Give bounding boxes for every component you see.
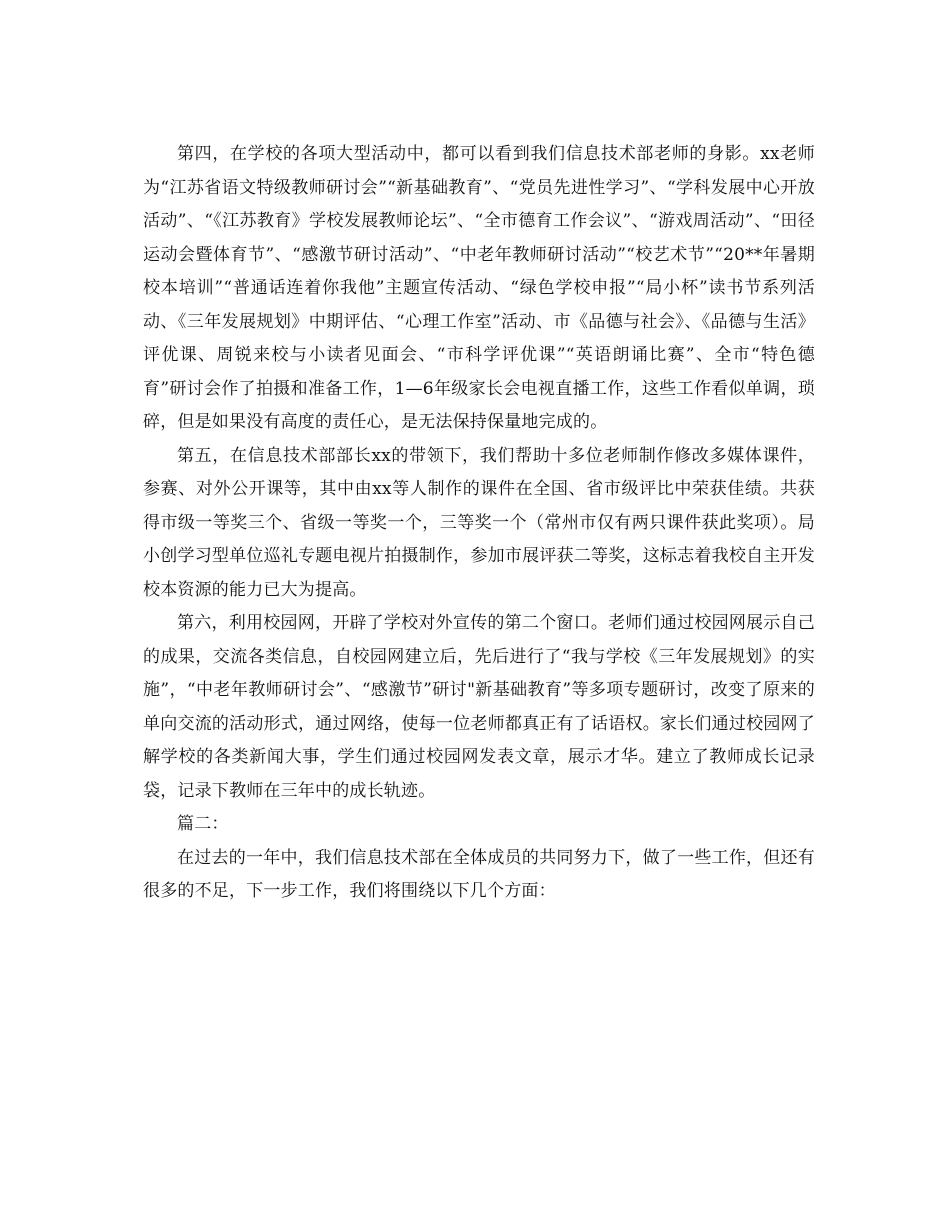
paragraph-fifth: 第五，在信息技术部部长xx的带领下，我们帮助十多位老师制作修改多媒体课件，参赛、对外公开课等，其中由xx等人制作的课件在全国、省市级评比中荣获佳绩。共获得市级一等奖三个、省级一等奖一个，三等奖一个（常州市仅有两只课件获此奖项）。局小创学习型单位巡礼专题电视片拍摄制作，参加市展评获二等奖，这标志着我校自主开发校本资源的能力已大为提高。 [143, 445, 815, 600]
document-body [143, 138, 815, 909]
paragraph-fourth: 第四，在学校的各项大型活动中，都可以看到我们信息技术部老师的身影。xx老师为“江苏省语文特级教师研讨会”“新基础教育”、“党员先进性学习”、“学科发展中心开放活动”、“《江苏教育》学校发展教师论坛”、“全市德育工作会议”、“游戏周活动”、“田径运动会暨体育节”、“感激节研讨活动”、“中老年教师研讨活动”“校艺术节”“20**年暑期校本培训”“普通话连着你我他”主题宣传活动、“绿色学校申报”“局小杯”读书节系列活动、《三年发展规划》中期评估、“心理工作室”活动、市《品德与社会》、《品德与生活》评优课、周锐来校与小读者见面会、“市科学评优课”“英语朗诵比赛”、全市“特色德育”研讨会作了拍摄和准备工作，1—6年级家长会电视直播工作，这些工作看似单调，琐碎，但是如果没有高度的责任心，是无法保持保量地完成的。 [143, 144, 815, 432]
section-heading: 篇二： [177, 814, 229, 834]
paragraph-intro: 在过去的一年中，我们信息技术部在全体成员的共同努力下，做了一些工作，但还有很多的不足，下一步工作，我们将围绕以下几个方面： [143, 847, 815, 901]
paragraph-sixth: 第六，利用校园网，开辟了学校对外宣传的第二个窗口。老师们通过校园网展示自己的成果，交流各类信息，自校园网建立后，先后进行了“我与学校《三年发展规划》的实施”，“中老年教师研讨会”、“感激节”研讨"新基础教育”等多项专题研讨，改变了原来的单向交流的活动形式，通过网络，使每一位老师都真正有了话语权。家长们通过校园网了解学校的各类新闻大事，学生们通过校园网发表文章，展示才华。建立了教师成长记录袋，记录下教师在三年中的成长轨迹。 [143, 613, 815, 801]
